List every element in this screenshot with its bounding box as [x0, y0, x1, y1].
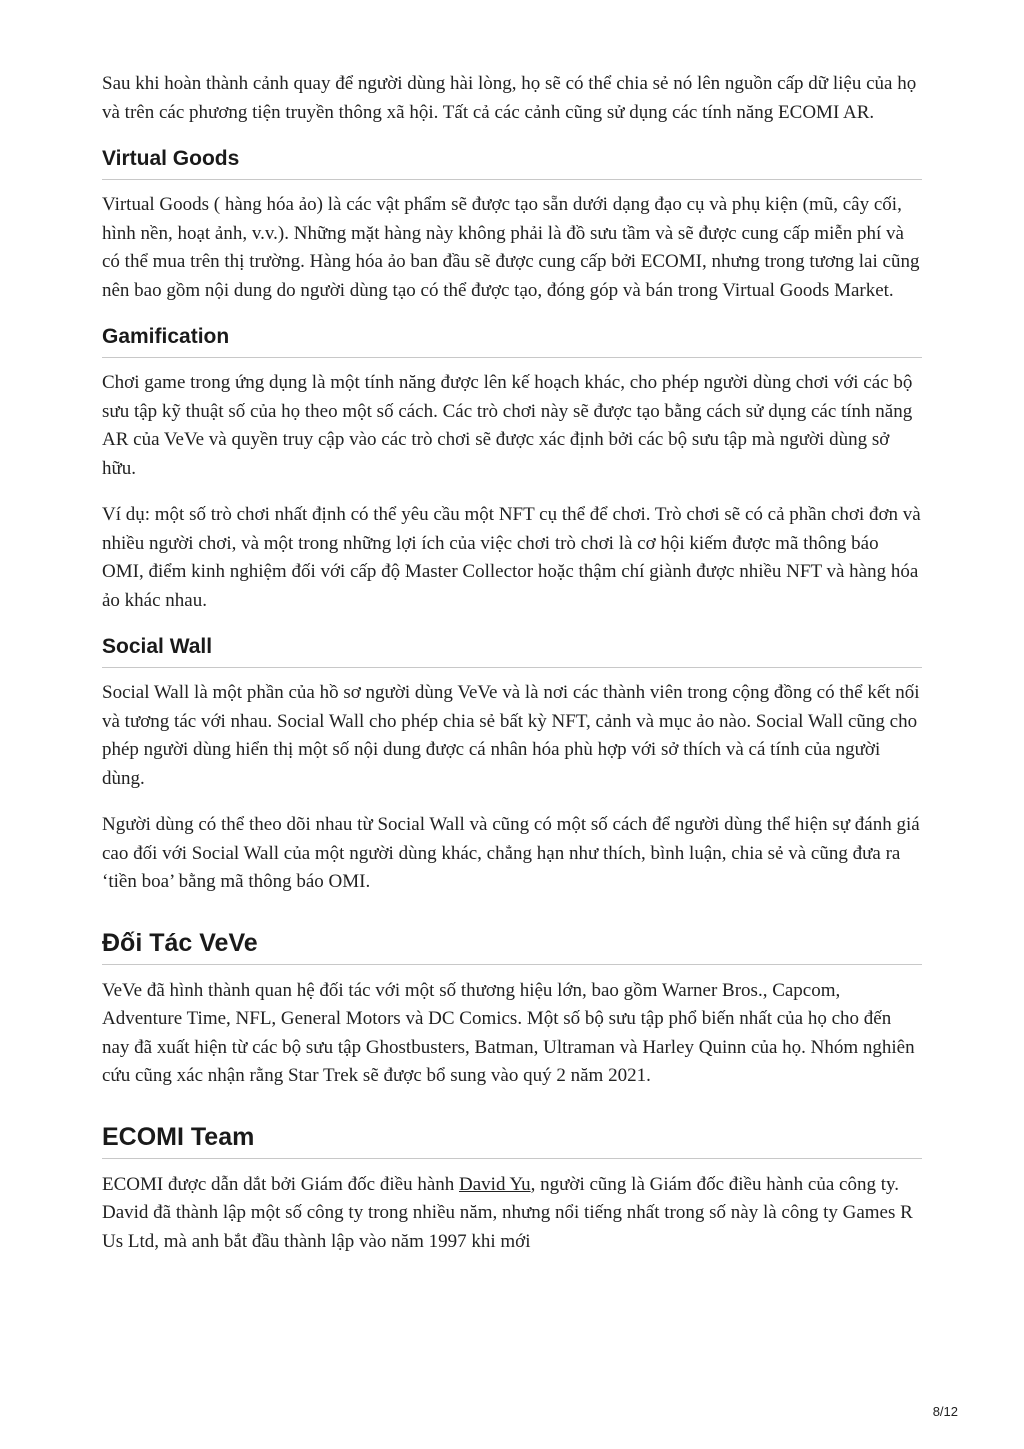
heading-virtual-goods: Virtual Goods	[102, 145, 922, 180]
social-wall-paragraph-2: Người dùng có thể theo dõi nhau từ Social Wall và cũng có một số cách để người dùng thể hiện sự đánh giá cao đối với Social Wall của một người dùng khác, chẳng hạn như thích, bình luận, chia sẻ và cũng đưa ra ‘tiền boa’ bằng mã thông báo OMI.	[102, 814, 920, 892]
heading-social-wall: Social Wall	[102, 633, 922, 668]
partners-paragraph: VeVe đã hình thành quan hệ đối tác với một số thương hiệu lớn, bao gồm Warner Bros., Capcom, Adventure Time, NFL, General Motors và DC Comics. Một số bộ sưu tập phổ biến nhất của họ cho đến nay đã xuất hiện từ các bộ sưu tập Ghostbusters, Batman, Ultraman và Harley Quinn của họ. Nhóm nghiên cứu cũng xác nhận rằng Star Trek sẽ được bổ sung vào quý 2 năm 2021.	[102, 979, 915, 1086]
social-wall-paragraph-1: Social Wall là một phần của hồ sơ người dùng VeVe và là nơi các thành viên trong cộng đồng có thể kết nối và tương tác với nhau. Social Wall cho phép chia sẻ bất kỳ NFT, cảnh và mục ảo nào. Social Wall cũng cho phép người dùng hiển thị một số nội dung được cá nhân hóa phù hợp với sở thích và cá tính của người dùng.	[102, 682, 920, 789]
team-paragraph	[102, 1171, 922, 1257]
david-yu-link[interactable]: David Yu	[459, 1173, 531, 1195]
gamification-paragraph-2: Ví dụ: một số trò chơi nhất định có thể yêu cầu một NFT cụ thể để chơi. Trò chơi sẽ có cả phần chơi đơn và nhiều người chơi, và một trong những lợi ích của việc chơi trò chơi là cơ hội kiếm được mã thông báo OMI, điểm kinh nghiệm đối với cấp độ Master Collector hoặc thậm chí giành được nhiều NFT và hàng hóa ảo khác nhau.	[102, 504, 921, 611]
intro-paragraph: Sau khi hoàn thành cảnh quay để người dùng hài lòng, họ sẽ có thể chia sẻ nó lên nguồn cấp dữ liệu của họ và trên các phương tiện truyền thông xã hội. Tất cả các cảnh cũng sử dụng các tính năng ECOMI AR.	[102, 73, 917, 123]
page-number: 8/12	[932, 1404, 958, 1419]
heading-gamification: Gamification	[102, 323, 922, 358]
heading-team: ECOMI Team	[102, 1121, 922, 1159]
document-page	[102, 70, 922, 1274]
heading-partners: Đối Tác VeVe	[102, 927, 922, 965]
team-text-after-link: , người cũng là Giám đốc điều hành của công ty. David đã thành lập một số công ty trong nhiều năm, nhưng nổi tiếng nhất trong số này là công ty Games R Us Ltd, mà anh bắt đầu thành lập vào năm 1997 khi mới	[102, 1173, 913, 1252]
gamification-paragraph-1: Chơi game trong ứng dụng là một tính năng được lên kế hoạch khác, cho phép người dùng chơi với các bộ sưu tập kỹ thuật số của họ theo một số cách. Các trò chơi này sẽ được tạo bằng cách sử dụng các tính năng AR của VeVe và quyền truy cập vào các trò chơi sẽ được xác định bởi các bộ sưu tập mà người dùng sở hữu.	[102, 372, 913, 479]
team-text-before-link: ECOMI được dẫn dắt bởi Giám đốc điều hành	[102, 1173, 460, 1195]
virtual-goods-paragraph: Virtual Goods ( hàng hóa ảo) là các vật phẩm sẽ được tạo sẵn dưới dạng đạo cụ và phụ kiện (mũ, cây cối, hình nền, hoạt ảnh, v.v.). Những mặt hàng này không phải là đồ sưu tầm và sẽ được cung cấp miễn phí và có thể mua trên thị trường. Hàng hóa ảo ban đầu sẽ được cung cấp bởi ECOMI, nhưng trong tương lai cũng nên bao gồm nội dung do người dùng tạo có thể được tạo, đóng góp và bán trong Virtual Goods Market.	[102, 194, 920, 301]
